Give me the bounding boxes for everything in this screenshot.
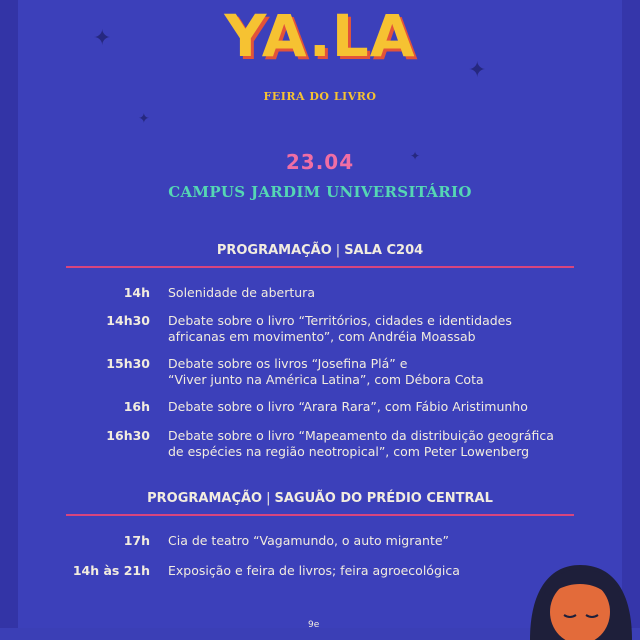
sparkle-icon: ✦: [410, 149, 421, 163]
schedule-time: 16h: [123, 399, 150, 414]
schedule-time: 16h30: [106, 428, 150, 443]
event-date: 23.04: [285, 150, 355, 174]
event-logo: YA.LA: [224, 2, 416, 70]
event-subtitle: FEIRA DO LIVRO: [263, 90, 377, 103]
schedule-time: 17h: [123, 533, 150, 548]
section-location: SAGUÃO DO PRÉDIO CENTRAL: [274, 491, 493, 506]
section-title-sala: [0, 243, 640, 258]
section-location: SALA C204: [344, 243, 424, 258]
schedule-time: 14h às 21h: [72, 563, 150, 578]
section-divider: |: [335, 243, 341, 258]
schedule-description: Debate sobre o livro “Arara Rara”, com Fábio Aristimunho: [168, 399, 528, 414]
schedule-description: Debate sobre os livros “Josefina Plá” e “Viver junto na América Latina”, com Débora Cota: [168, 356, 484, 387]
schedule-description: Debate sobre o livro “Territórios, cidades e identidades africanas em movimento”, com Andréia Moassab: [168, 313, 512, 344]
woman-illustration: [520, 560, 640, 640]
sparkle-icon: ✦: [138, 111, 150, 127]
section-label: PROGRAMAÇÃO: [147, 491, 263, 506]
schedule-description: Exposição e feira de livros; feira agroecológica: [168, 563, 460, 578]
schedule-time: 15h30: [106, 356, 150, 371]
sparkle-icon: ✦: [468, 58, 487, 83]
schedule-description: Debate sobre o livro “Mapeamento da distribuição geográfica de espécies na região neotropical”, com Peter Lowenberg: [168, 428, 554, 459]
section-rule: [66, 266, 574, 268]
schedule-description: Solenidade de abertura: [168, 285, 315, 300]
footer-fragment: 9e: [308, 620, 320, 630]
section-label: PROGRAMAÇÃO: [216, 243, 332, 258]
schedule-time: 14h30: [106, 313, 150, 328]
schedule-time: 14h: [123, 285, 150, 300]
sparkle-icon: ✦: [93, 26, 112, 51]
schedule-description: Cia de teatro “Vagamundo, o auto migrante”: [168, 533, 450, 548]
section-title-saguao: [0, 491, 640, 506]
section-rule: [66, 514, 574, 516]
section-divider: |: [266, 491, 271, 506]
event-campus: CAMPUS JARDIM UNIVERSITÁRIO: [168, 183, 472, 201]
